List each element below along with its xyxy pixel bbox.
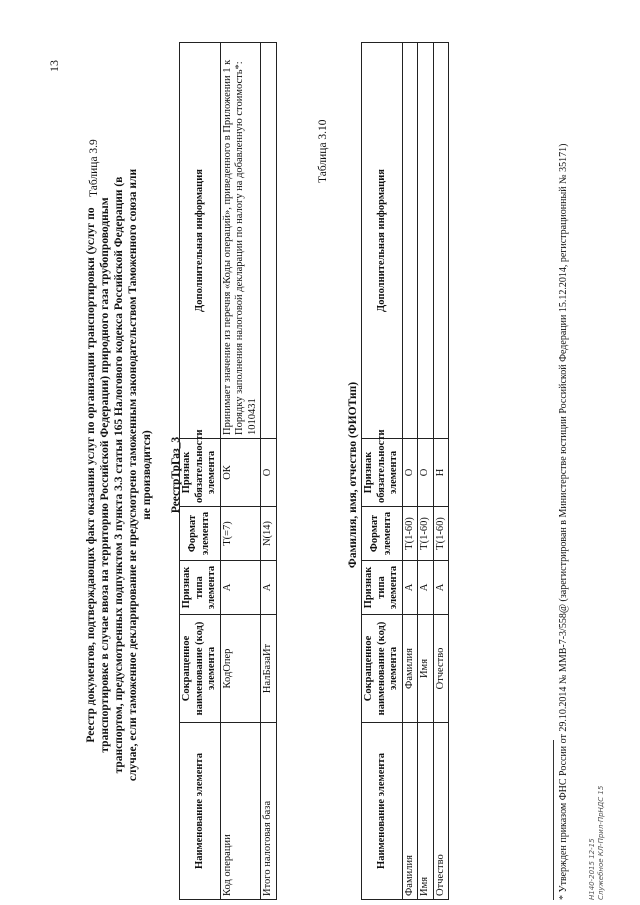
table-cell: О [261,439,277,507]
table-cell: Отчество [433,723,449,900]
column-header: Сокращенное наименование (код) элемента [362,615,403,723]
table-cell: T(1-60) [418,507,434,561]
table-cell: Н [433,439,449,507]
print-stamp-line: Н140-2015 12-15 [588,838,596,900]
table-cell: А [402,561,418,615]
table-cell: Принимает значение из перечня «Коды операций», приведенного в Приложении 1 к Порядку заполнения налоговой декларации по налогу на добавленную стоимость*: 1010431 [220,43,261,439]
table-row [418,43,434,900]
print-stamp [588,786,606,900]
table-row [220,43,261,900]
table-cell: N(14) [261,507,277,561]
table-3-9-title: Реестр документов, подтверждающих факт оказания услуг по организации транспортировки (услуг по транспортировке в случае ввоза на территорию Российской Федерации) природного газа трубопроводным транспортом, предусмотренных подпунктом 3 пункта 3.3 статьи 165 Налогового кодекса Российской Федерации (в случае, если таможенное декларирование не предусмотрено таможенным законодательством Таможенного союза или не производится) [85,168,153,782]
column-header: Дополнительная информация [180,43,221,439]
column-header: Признак обязательности элемента [362,439,403,507]
table-cell: Фамилия [402,723,418,900]
table-3-9-subtitle: РеестрТрГаз_3 [170,436,182,514]
column-header: Дополнительная информация [362,43,403,439]
table-3-10-label: Таблица 3.10 [317,119,329,183]
table-cell [433,43,449,439]
column-header: Формат элемента [180,507,221,561]
table-cell: Отчество [433,615,449,723]
table-3-9-label: Таблица 3.9 [88,139,100,197]
table-cell: T(=7) [220,507,261,561]
column-header: Формат элемента [362,507,403,561]
table-cell: А [433,561,449,615]
column-header: Наименование элемента [180,723,221,900]
column-header: Сокращенное наименование (код) элемента [180,615,221,723]
column-header: Признак обязательности элемента [180,439,221,507]
table-cell [261,43,277,439]
table-cell: Фамилия [402,615,418,723]
table-cell: А [220,561,261,615]
table-cell: О [402,439,418,507]
table-cell: А [261,561,277,615]
column-header: Признак типа элемента [180,561,221,615]
table-header-row [180,43,221,900]
column-header: Наименование элемента [362,723,403,900]
table-cell: А [418,561,434,615]
table-3-9 [179,42,277,900]
table-3-10-title: Фамилия, имя, отчество (ФИОТип) [347,381,359,569]
table-row [261,43,277,900]
table-cell: НалБазаИт [261,615,277,723]
table-cell: T(1-60) [402,507,418,561]
footnote-divider [553,740,554,900]
table-cell: Имя [418,615,434,723]
table-header-row [362,43,403,900]
table-cell [402,43,418,439]
table-cell: Код операции [220,723,261,900]
table-row [402,43,418,900]
table-cell: ОК [220,439,261,507]
page-number: 13 [47,60,61,72]
print-stamp-line: Служебное КЛ-Прил-ПрНДС 15 [597,785,605,900]
table-3-10 [361,42,449,900]
table-row [433,43,449,900]
footnote: * Утвержден приказом ФНС России от 29.10.2014 № ММВ-7-3/558@ (зарегистрирован в Министерстве юстиции Российской Федерации 15.12.2014, регистрационный № 35171) [558,143,569,900]
column-header: Признак типа элемента [362,561,403,615]
table-cell: КодОпер [220,615,261,723]
table-cell: T(1-60) [433,507,449,561]
table-cell [418,43,434,439]
table-cell: Имя [418,723,434,900]
table-cell: Итого налоговая база [261,723,277,900]
table-cell: О [418,439,434,507]
